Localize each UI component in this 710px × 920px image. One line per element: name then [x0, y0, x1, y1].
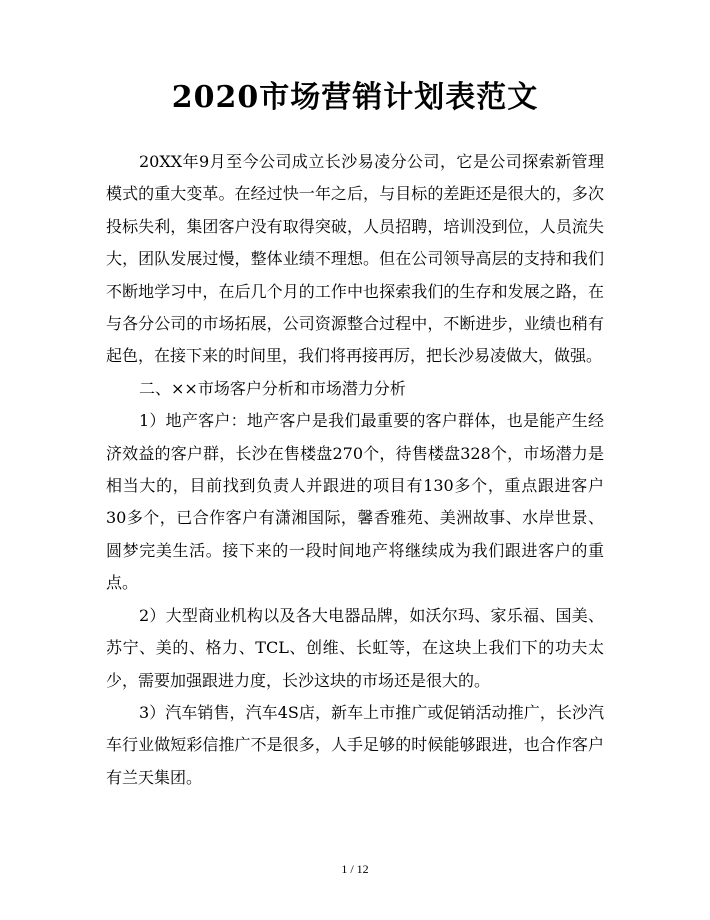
page-number: 1 / 12	[341, 862, 369, 876]
paragraph-auto: 3）汽车销售，汽车4S店，新车上市推广或促销活动推广，长沙汽车行业做短彩信推广不是很多，人手足够的时候能够跟进，也合作客户有兰天集团。	[106, 702, 604, 787]
document-title: 2020市场营销计划表范文	[171, 80, 539, 115]
paragraph-real-estate: 1）地产客户：地产客户是我们最重要的客户群体，也是能产生经济效益的客户群，长沙在售楼盘270个，待售楼盘328个，市场潜力是相当大的，目前找到负责人并跟进的项目有130多个，重点跟进客户30多个，已合作客户有潇湘国际，馨香雅苑、美洲故事、水岸世景、圆梦完美生活。接下来的一段时间地产将继续成为我们跟进客户的重点。	[106, 411, 604, 593]
section-heading: 二、××市场客户分析和市场潜力分析	[139, 378, 406, 398]
paragraph-intro: 20XX年9月至今公司成立长沙易凌分公司，它是公司探索新管理模式的重大变革。在经过快一年之后，与目标的差距还是很大的，多次投标失利，集团客户没有取得突破，人员招聘，培训没到位，人员流失大，团队发展过慢，整体业绩不理想。但在公司领导高层的支持和我们不断地学习中，在后几个月的工作中也探索我们的生存和发展之路，在与各分公司的市场拓展，公司资源整合过程中，不断进步，业绩也稍有起色，在接下来的时间里，我们将再接再厉，把长沙易凌做大，做强。	[106, 152, 604, 366]
paragraph-commercial: 2）大型商业机构以及各大电器品牌，如沃尔玛、家乐福、国美、苏宁、美的、格力、TCL、创维、长虹等，在这块上我们下的功夫太少，需要加强跟进力度，长沙这块的市场还是很大的。	[106, 605, 604, 690]
document-body	[106, 146, 604, 794]
